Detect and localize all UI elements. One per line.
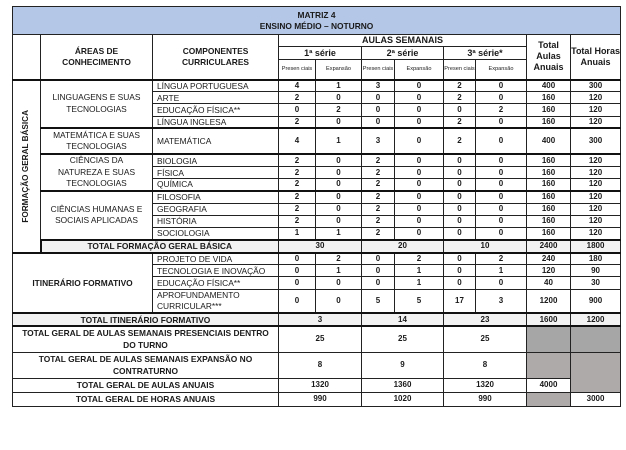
title-line-2: ENSINO MÉDIO – NOTURNO [259,20,374,31]
value-cell: 17 [444,289,476,313]
value-cell: 120 [571,227,621,239]
fgb-total-label: TOTAL FORMAÇÃO GERAL BÁSICA [41,240,279,253]
value-cell: 0 [444,215,476,227]
value-cell: 0 [476,179,527,191]
value-cell: 0 [316,116,362,128]
header-presenciais: Presen ciais [444,60,476,80]
value-cell: 2 [362,166,395,178]
value-cell: 0 [316,166,362,178]
fgb-vertical-label: FORMAÇÃO GERAL BÁSICA [21,109,31,223]
value-cell: 120 [571,104,621,116]
total-presenciais-value: 25 [362,326,444,352]
value-cell: 0 [279,265,316,277]
component-name: EDUCAÇÃO FÍSICA** [153,104,279,116]
value-cell: 0 [444,166,476,178]
total-expansao-value: 8 [279,352,362,378]
value-cell: 0 [476,203,527,215]
value-cell: 30 [571,277,621,289]
table-row [13,128,621,154]
value-cell: 0 [444,154,476,166]
value-cell: 0 [316,191,362,203]
value-cell: 0 [395,92,444,104]
itf-total-aulas: 1600 [527,313,571,326]
value-cell: 0 [395,116,444,128]
header-expansao: Expansão [316,60,362,80]
total-horas-anuais-value: 990 [279,392,362,406]
value-cell: 2 [316,253,362,265]
header-serie-1: 1ª série [279,47,362,60]
blocked-cell [527,392,571,406]
value-cell: 4 [279,80,316,92]
area-name: CIÊNCIAS HUMANAS E SOCIAIS APLICADAS [41,191,153,240]
blocked-cell [571,326,621,352]
value-cell: 2 [362,179,395,191]
table-title [13,7,621,35]
value-cell: 0 [476,80,527,92]
component-name: LÍNGUA PORTUGUESA [153,80,279,92]
value-cell: 0 [362,92,395,104]
value-cell: 160 [527,92,571,104]
area-name: CIÊNCIAS DA NATUREZA E SUAS TECNOLOGIAS [41,154,153,191]
fgb-total-aulas: 2400 [527,240,571,253]
value-cell: 2 [362,215,395,227]
value-cell: 0 [476,154,527,166]
table-row [13,240,621,253]
value-cell: 5 [395,289,444,313]
itf-total-serie-3: 23 [444,313,527,326]
value-cell: 0 [362,104,395,116]
value-cell: 2 [279,191,316,203]
value-cell: 3 [362,80,395,92]
fgb-total-serie-3: 10 [444,240,527,253]
value-cell: 120 [571,191,621,203]
value-cell: 1 [316,227,362,239]
value-cell: 0 [395,227,444,239]
value-cell: 0 [279,277,316,289]
value-cell: 2 [362,203,395,215]
area-name: MATEMÁTICA E SUAS TECNOLOGIAS [41,128,153,154]
value-cell: 160 [527,179,571,191]
total-aulas-anuais-grand: 4000 [527,378,571,392]
total-expansao-label: TOTAL GERAL DE AULAS SEMANAIS EXPANSÃO NO CONTRATURNO [13,352,279,378]
value-cell: 2 [444,92,476,104]
total-horas-anuais-label: TOTAL GERAL DE HORAS ANUAIS [13,392,279,406]
component-name: PROJETO DE VIDA [153,253,279,265]
value-cell: 160 [527,203,571,215]
total-aulas-anuais-value: 1320 [279,378,362,392]
value-cell: 0 [362,253,395,265]
fgb-total-horas: 1800 [571,240,621,253]
value-cell: 5 [362,289,395,313]
value-cell: 0 [395,166,444,178]
value-cell: 1200 [527,289,571,313]
component-name: LÍNGUA INGLESA [153,116,279,128]
value-cell: 0 [316,179,362,191]
value-cell: 2 [395,253,444,265]
header-presenciais: Presen ciais [362,60,395,80]
value-cell: 0 [316,154,362,166]
value-cell: 1 [476,265,527,277]
component-name: FILOSOFIA [153,191,279,203]
value-cell: 0 [362,277,395,289]
value-cell: 4 [279,128,316,154]
value-cell: 2 [444,80,476,92]
component-name: APROFUNDAMENTO CURRICULAR*** [153,289,279,313]
matriz-table-container [12,6,620,407]
value-cell: 400 [527,80,571,92]
value-cell: 0 [395,215,444,227]
value-cell: 2 [316,104,362,116]
value-cell: 2 [279,116,316,128]
value-cell: 0 [362,116,395,128]
value-cell: 2 [279,92,316,104]
value-cell: 0 [316,215,362,227]
value-cell: 0 [444,277,476,289]
blocked-cell [527,352,571,378]
total-aulas-anuais-label: TOTAL GERAL DE AULAS ANUAIS [13,378,279,392]
value-cell: 0 [444,265,476,277]
value-cell: 0 [444,227,476,239]
value-cell: 2 [279,166,316,178]
value-cell: 400 [527,128,571,154]
value-cell: 2 [362,154,395,166]
value-cell: 0 [476,277,527,289]
value-cell: 0 [395,128,444,154]
table-row [13,352,621,378]
value-cell: 0 [316,289,362,313]
value-cell: 0 [476,128,527,154]
value-cell: 0 [395,104,444,116]
component-name: MATEMÁTICA [153,128,279,154]
component-name: GEOGRAFIA [153,203,279,215]
total-expansao-value: 8 [444,352,527,378]
total-horas-anuais-value: 990 [444,392,527,406]
value-cell: 0 [476,191,527,203]
value-cell: 0 [444,253,476,265]
blocked-cell [527,326,571,352]
component-name: QUÍMICA [153,179,279,191]
table-row [13,253,621,265]
value-cell: 1 [316,265,362,277]
total-expansao-value: 9 [362,352,444,378]
component-name: BIOLOGIA [153,154,279,166]
fgb-total-serie-1: 30 [279,240,362,253]
value-cell: 40 [527,277,571,289]
component-name: ARTE [153,92,279,104]
value-cell: 160 [527,104,571,116]
blank-corner-cell [13,35,41,80]
table-row [13,378,621,392]
value-cell: 0 [476,92,527,104]
value-cell: 0 [444,191,476,203]
value-cell: 0 [279,253,316,265]
value-cell: 3 [476,289,527,313]
component-name: TECNOLOGIA E INOVAÇÃO [153,265,279,277]
component-name: FÍSICA [153,166,279,178]
value-cell: 2 [362,191,395,203]
header-componentes: COMPONENTES CURRICULARES [153,35,279,80]
total-presenciais-label: TOTAL GERAL DE AULAS SEMANAIS PRESENCIAIS DENTRO DO TURNO [13,326,279,352]
value-cell: 180 [571,253,621,265]
value-cell: 1 [395,277,444,289]
value-cell: 120 [571,179,621,191]
value-cell: 0 [395,80,444,92]
value-cell: 1 [279,227,316,239]
value-cell: 2 [279,154,316,166]
header-total-aulas: Total Aulas Anuais [527,35,571,80]
value-cell: 160 [527,227,571,239]
itf-total-label: TOTAL ITINERÁRIO FORMATIVO [13,313,279,326]
value-cell: 3 [362,128,395,154]
total-horas-anuais-value: 1020 [362,392,444,406]
fgb-total-serie-2: 20 [362,240,444,253]
total-presenciais-value: 25 [279,326,362,352]
value-cell: 120 [571,215,621,227]
fgb-vertical-label-cell [13,80,41,253]
value-cell: 0 [444,203,476,215]
blocked-cell [571,352,621,392]
table-row [13,392,621,406]
header-areas: ÁREAS DE CONHECIMENTO [41,35,153,80]
table-row [13,80,621,92]
value-cell: 2 [444,116,476,128]
value-cell: 120 [527,265,571,277]
component-name: SOCIOLOGIA [153,227,279,239]
value-cell: 1 [316,80,362,92]
value-cell: 120 [571,203,621,215]
header-expansao: Expansão [395,60,444,80]
value-cell: 0 [316,92,362,104]
value-cell: 0 [444,179,476,191]
header-total-horas: Total Horas Anuais [571,35,621,80]
itinerario-label: ITINERÁRIO FORMATIVO [13,253,153,314]
component-name: HISTÓRIA [153,215,279,227]
value-cell: 1 [316,128,362,154]
header-expansao: Expansão [476,60,527,80]
header-aulas-semanais: AULAS SEMANAIS [279,35,527,47]
value-cell: 160 [527,116,571,128]
value-cell: 2 [279,203,316,215]
value-cell: 2 [362,227,395,239]
total-aulas-anuais-value: 1360 [362,378,444,392]
value-cell: 300 [571,80,621,92]
value-cell: 160 [527,154,571,166]
value-cell: 120 [571,92,621,104]
value-cell: 0 [279,289,316,313]
header-serie-3: 3ª série* [444,47,527,60]
value-cell: 160 [527,215,571,227]
table-row [13,313,621,326]
table-row [13,326,621,352]
header-serie-2: 2ª série [362,47,444,60]
title-line-1: MATRIZ 4 [297,9,336,20]
value-cell: 2 [279,215,316,227]
total-presenciais-value: 25 [444,326,527,352]
value-cell: 2 [476,104,527,116]
table-row [13,191,621,203]
header-presenciais: Presen ciais [279,60,316,80]
value-cell: 2 [476,253,527,265]
value-cell: 160 [527,166,571,178]
value-cell: 0 [444,104,476,116]
itf-total-serie-1: 3 [279,313,362,326]
value-cell: 0 [395,191,444,203]
value-cell: 900 [571,289,621,313]
value-cell: 120 [571,166,621,178]
value-cell: 0 [316,203,362,215]
table-row [13,154,621,166]
value-cell: 0 [362,265,395,277]
matriz-table [12,6,621,407]
value-cell: 0 [316,277,362,289]
value-cell: 0 [476,116,527,128]
value-cell: 1 [395,265,444,277]
value-cell: 2 [279,179,316,191]
value-cell: 0 [279,104,316,116]
total-aulas-anuais-value: 1320 [444,378,527,392]
value-cell: 160 [527,191,571,203]
component-name: EDUCAÇÃO FÍSICA** [153,277,279,289]
value-cell: 0 [476,166,527,178]
total-horas-anuais-grand: 3000 [571,392,621,406]
value-cell: 0 [395,179,444,191]
itf-total-horas: 1200 [571,313,621,326]
value-cell: 0 [395,203,444,215]
value-cell: 120 [571,154,621,166]
value-cell: 120 [571,116,621,128]
value-cell: 2 [444,128,476,154]
value-cell: 0 [476,215,527,227]
itf-total-serie-2: 14 [362,313,444,326]
area-name: LINGUAGENS E SUAS TECNOLOGIAS [41,80,153,129]
value-cell: 0 [476,227,527,239]
value-cell: 300 [571,128,621,154]
value-cell: 0 [395,154,444,166]
value-cell: 240 [527,253,571,265]
value-cell: 90 [571,265,621,277]
